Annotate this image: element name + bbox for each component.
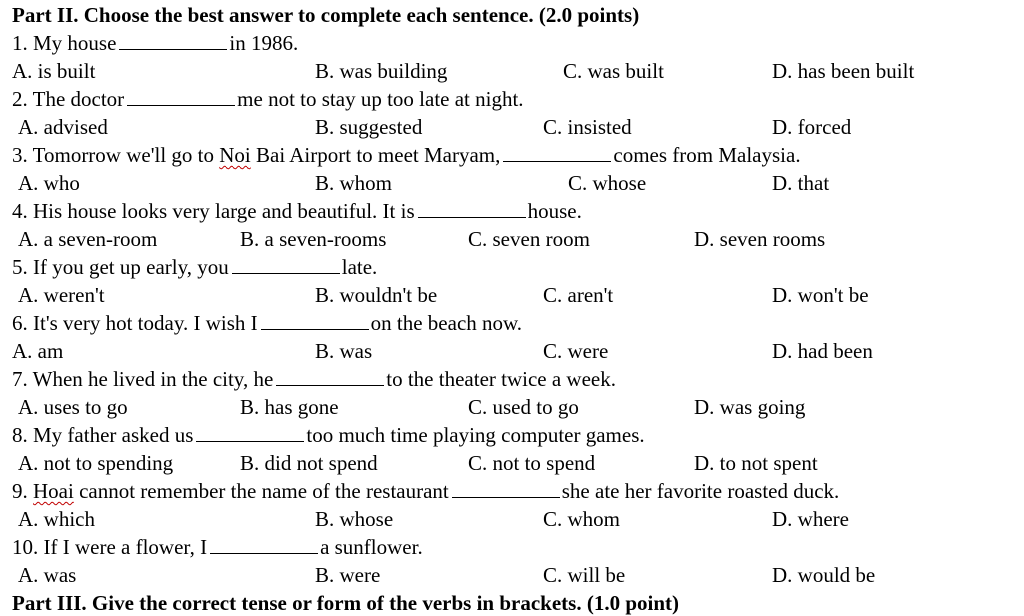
option-c: C. was built: [563, 59, 664, 83]
question-9-stem-b: cannot remember the name of the restaurant: [73, 479, 449, 503]
option-d: D. was going: [694, 395, 806, 419]
answer-blank: [452, 496, 560, 498]
option-b: B. has gone: [240, 395, 339, 419]
question-3: [12, 142, 801, 168]
option-d: D. won't be: [772, 283, 869, 307]
option-a: A. uses to go: [18, 395, 128, 419]
option-a: A. was: [18, 563, 77, 587]
question-4-end: house.: [527, 199, 582, 223]
question-6-end: on the beach now.: [370, 311, 523, 335]
question-7-stem: 7. When he lived in the city, he: [12, 367, 274, 391]
option-b: B. whose: [315, 507, 394, 531]
question-4-stem: 4. His house looks very large and beautiful. It is: [12, 199, 415, 223]
question-9: [12, 478, 839, 504]
spellcheck-word: Hoai: [33, 479, 74, 503]
spellcheck-word: Noi: [219, 143, 251, 167]
option-b: B. did not spend: [240, 451, 378, 475]
question-9-stem-a: 9.: [12, 479, 33, 503]
question-5: [12, 254, 377, 280]
question-5-stem: 5. If you get up early, you: [12, 255, 229, 279]
answer-blank: [418, 216, 526, 218]
question-8: [12, 422, 645, 448]
option-c: C. insisted: [543, 115, 632, 139]
option-a: A. which: [18, 507, 95, 531]
option-b: B. a seven-rooms: [240, 227, 387, 251]
question-7-end: to the theater twice a week.: [386, 367, 616, 391]
option-c: C. will be: [543, 563, 626, 587]
question-8-stem: 8. My father asked us: [12, 423, 194, 447]
option-d: D. has been built: [772, 59, 915, 83]
question-2: [12, 86, 524, 112]
question-6: [12, 310, 522, 336]
question-2-stem: 2. The doctor: [12, 87, 125, 111]
question-3-end: comes from Malaysia.: [613, 143, 801, 167]
question-6-stem: 6. It's very hot today. I wish I: [12, 311, 258, 335]
option-a: A. advised: [18, 115, 108, 139]
next-section-heading: Part III. Give the correct tense or form of the verbs in brackets. (1.0 point): [12, 591, 679, 615]
option-c: C. aren't: [543, 283, 614, 307]
question-1: [12, 30, 298, 56]
option-c: C. whose: [568, 171, 647, 195]
answer-blank: [119, 48, 227, 50]
question-10: [12, 534, 423, 560]
option-c: C. were: [543, 339, 609, 363]
question-4: [12, 198, 582, 224]
question-7: [12, 366, 616, 392]
option-d: D. forced: [772, 115, 852, 139]
option-c: C. whom: [543, 507, 621, 531]
option-a: A. not to spending: [18, 451, 174, 475]
answer-blank: [196, 440, 304, 442]
question-3-stem-a: 3. Tomorrow we'll go to: [12, 143, 220, 167]
option-b: B. wouldn't be: [315, 283, 438, 307]
option-d: D. to not spent: [694, 451, 818, 475]
option-d: D. would be: [772, 563, 876, 587]
question-2-end: me not to stay up too late at night.: [237, 87, 524, 111]
option-b: B. suggested: [315, 115, 423, 139]
question-1-end: in 1986.: [229, 31, 299, 55]
option-b: B. were: [315, 563, 381, 587]
question-10-stem: 10. If I were a flower, I: [12, 535, 208, 559]
answer-blank: [232, 272, 340, 274]
question-8-end: too much time playing computer games.: [306, 423, 645, 447]
option-a: A. weren't: [18, 283, 105, 307]
option-d: D. had been: [772, 339, 873, 363]
option-c: C. used to go: [468, 395, 579, 419]
option-c: C. not to spend: [468, 451, 596, 475]
answer-blank: [210, 552, 318, 554]
option-a: A. am: [12, 339, 64, 363]
section-heading: Part II. Choose the best answer to complete each sentence. (2.0 points): [12, 3, 640, 27]
answer-blank: [276, 384, 384, 386]
question-5-end: late.: [341, 255, 378, 279]
answer-blank: [503, 160, 611, 162]
question-1-stem: 1. My house: [12, 31, 117, 55]
option-b: B. was building: [315, 59, 448, 83]
option-a: A. is built: [12, 59, 96, 83]
answer-blank: [261, 328, 369, 330]
option-c: C. seven room: [468, 227, 590, 251]
option-b: B. whom: [315, 171, 393, 195]
option-d: D. seven rooms: [694, 227, 826, 251]
question-10-end: a sunflower.: [320, 535, 423, 559]
option-d: D. where: [772, 507, 849, 531]
answer-blank: [127, 104, 235, 106]
option-a: A. a seven-room: [18, 227, 158, 251]
option-d: D. that: [772, 171, 830, 195]
question-9-end: she ate her favorite roasted duck.: [561, 479, 840, 503]
option-a: A. who: [18, 171, 80, 195]
question-3-stem-b: Bai Airport to meet Maryam,: [250, 143, 501, 167]
option-b: B. was: [315, 339, 373, 363]
